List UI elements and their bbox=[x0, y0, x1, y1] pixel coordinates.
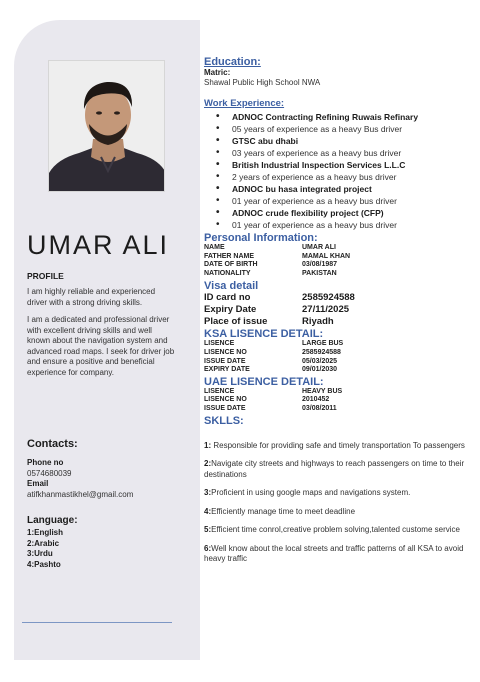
visa-value: 27/11/2025 bbox=[302, 304, 350, 316]
personal-value: UMAR ALI bbox=[302, 244, 336, 251]
work-duration: • 05 years of experience as a heavy Bus driver bbox=[204, 123, 472, 135]
visa-label: Expiry Date bbox=[204, 304, 257, 316]
skills-heading: SKLLS: bbox=[204, 414, 244, 427]
uae-value: HEAVY BUS bbox=[302, 387, 343, 395]
skill-number: 3: bbox=[204, 488, 212, 498]
language-item: 4:Pashto bbox=[27, 559, 61, 569]
ksa-value: LARGE BUS bbox=[302, 340, 344, 348]
work-heading: Work Experience: bbox=[204, 98, 285, 109]
uae-label: LISENCE NO bbox=[204, 396, 247, 404]
language-item: 3:Urdu bbox=[27, 549, 53, 558]
personal-label: FATHER NAME bbox=[204, 252, 255, 260]
ksa-value: 2585924588 bbox=[302, 348, 341, 356]
ksa-label: EXPIRY DATE bbox=[204, 366, 250, 374]
personal-value: PAKISTAN bbox=[302, 269, 337, 277]
skill-text: Responsible for providing safe and timely transportation To passengers bbox=[211, 440, 465, 450]
main-column bbox=[204, 56, 472, 573]
visa-heading: Visa detail bbox=[204, 280, 259, 293]
uae-label: ISSUE DATE bbox=[204, 404, 246, 412]
ksa-label: LISENCE NO bbox=[204, 348, 247, 356]
work-employer: • ADNOC crude flexibility project (CFP) bbox=[204, 207, 472, 219]
work-list bbox=[204, 111, 472, 231]
work-employer: • ADNOC Contracting Refining Ruwais Refinary bbox=[204, 111, 472, 123]
visa-value: 2585924588 bbox=[302, 292, 355, 304]
skills-list bbox=[204, 441, 472, 565]
visa-value: Riyadh bbox=[302, 316, 334, 328]
skill-text: Navigate city streets and highways to reach passengers on time to their destinations bbox=[204, 459, 465, 479]
skill-number: 1: bbox=[204, 440, 212, 450]
personal-label: NAME bbox=[204, 244, 225, 251]
uae-heading: UAE LISENCE DETAIL: bbox=[204, 375, 324, 388]
person-photo-icon bbox=[49, 61, 165, 192]
ksa-heading: KSA LISENCE DETAIL: bbox=[204, 328, 324, 341]
skill-number: 6: bbox=[204, 543, 212, 553]
language-item: 1:English bbox=[27, 528, 64, 537]
uae-label: LISENCE bbox=[204, 387, 235, 395]
personal-value: MAMAL KHAN bbox=[302, 252, 351, 260]
skill-item bbox=[204, 488, 472, 499]
education-level: Matric: bbox=[204, 68, 231, 77]
work-employer: • British Industrial Inspection Services L.L.C bbox=[204, 159, 472, 171]
skill-number: 4: bbox=[204, 506, 212, 516]
skill-text: Efficiently manage time to meet deadline bbox=[211, 506, 356, 516]
profile-heading: PROFILE bbox=[27, 271, 64, 281]
visa-table bbox=[204, 292, 472, 328]
visa-label: Place of issue bbox=[204, 316, 268, 328]
contacts-heading: Contacts: bbox=[27, 438, 78, 450]
language-item: 2:Arabic bbox=[27, 538, 60, 548]
language-section bbox=[27, 515, 177, 570]
work-duration: • 03 years of experience as a heavy bus driver bbox=[204, 147, 472, 159]
ksa-label: LISENCE bbox=[204, 340, 235, 348]
skill-item bbox=[204, 544, 472, 565]
work-duration: • 01 year of experience as a heavy bus driver bbox=[204, 195, 472, 207]
phone-label: Phone no bbox=[27, 458, 64, 467]
visa-label: ID card no bbox=[204, 292, 251, 304]
education-school: Shawal Public High School NWA bbox=[204, 78, 321, 87]
skill-item bbox=[204, 441, 472, 452]
personal-label: DATE OF BIRTH bbox=[204, 261, 258, 269]
skill-number: 2: bbox=[204, 459, 212, 469]
sidebar-divider bbox=[22, 622, 172, 623]
personal-label: NATIONALITY bbox=[204, 269, 251, 277]
skill-text: Efficient time conrol,creative problem solving,talented custome service bbox=[211, 525, 460, 535]
uae-table bbox=[204, 388, 472, 414]
skill-item bbox=[204, 525, 472, 536]
skill-item bbox=[204, 459, 472, 480]
phone-number: 0574680039 bbox=[27, 468, 72, 478]
ksa-value: 05/03/2025 bbox=[302, 357, 338, 365]
uae-value: 2010452 bbox=[302, 396, 330, 404]
personal-table bbox=[204, 244, 472, 278]
profile-section bbox=[27, 271, 177, 378]
uae-value: 03/08/2011 bbox=[302, 404, 337, 412]
work-employer: • GTSC abu dhabi bbox=[204, 135, 472, 147]
profile-photo bbox=[48, 60, 165, 192]
skill-text: Well know about the local streets and traffic patterns of all KSA to avoid heavy traffic bbox=[204, 543, 464, 564]
contacts-section bbox=[27, 438, 177, 500]
profile-para-2: I am a dedicated and professional driver with excellent driving skills and well known about the navigation system and advanced road maps. I seek for driver job and ensure a positive and beneficial experience for company. bbox=[27, 315, 175, 377]
language-heading: Language: bbox=[27, 515, 78, 526]
work-duration: • 2 years of experience as a heavy bus driver bbox=[204, 171, 472, 183]
work-duration: • 01 year of experience as a heavy bus driver bbox=[204, 219, 472, 231]
work-employer: • ADNOC bu hasa integrated project bbox=[204, 183, 472, 195]
email-address: atifkhanmastikhel@gmail.com bbox=[27, 489, 134, 499]
skill-number: 5: bbox=[204, 525, 212, 535]
skill-text: Proficient in using google maps and navigations system. bbox=[211, 488, 411, 498]
email-label: Email bbox=[27, 479, 49, 488]
skill-item bbox=[204, 507, 472, 518]
ksa-label: ISSUE DATE bbox=[204, 357, 246, 365]
ksa-table bbox=[204, 340, 472, 374]
personal-value: 03/08/1987 bbox=[302, 261, 338, 269]
candidate-name: UMAR ALI bbox=[27, 230, 170, 260]
ksa-value: 09/01/2030 bbox=[302, 366, 338, 374]
profile-para-1: I am highly reliable and experienced driver with a strong driving skills. bbox=[27, 287, 156, 307]
education-heading: Education: bbox=[204, 56, 261, 68]
personal-heading: Personal Information: bbox=[204, 232, 318, 244]
